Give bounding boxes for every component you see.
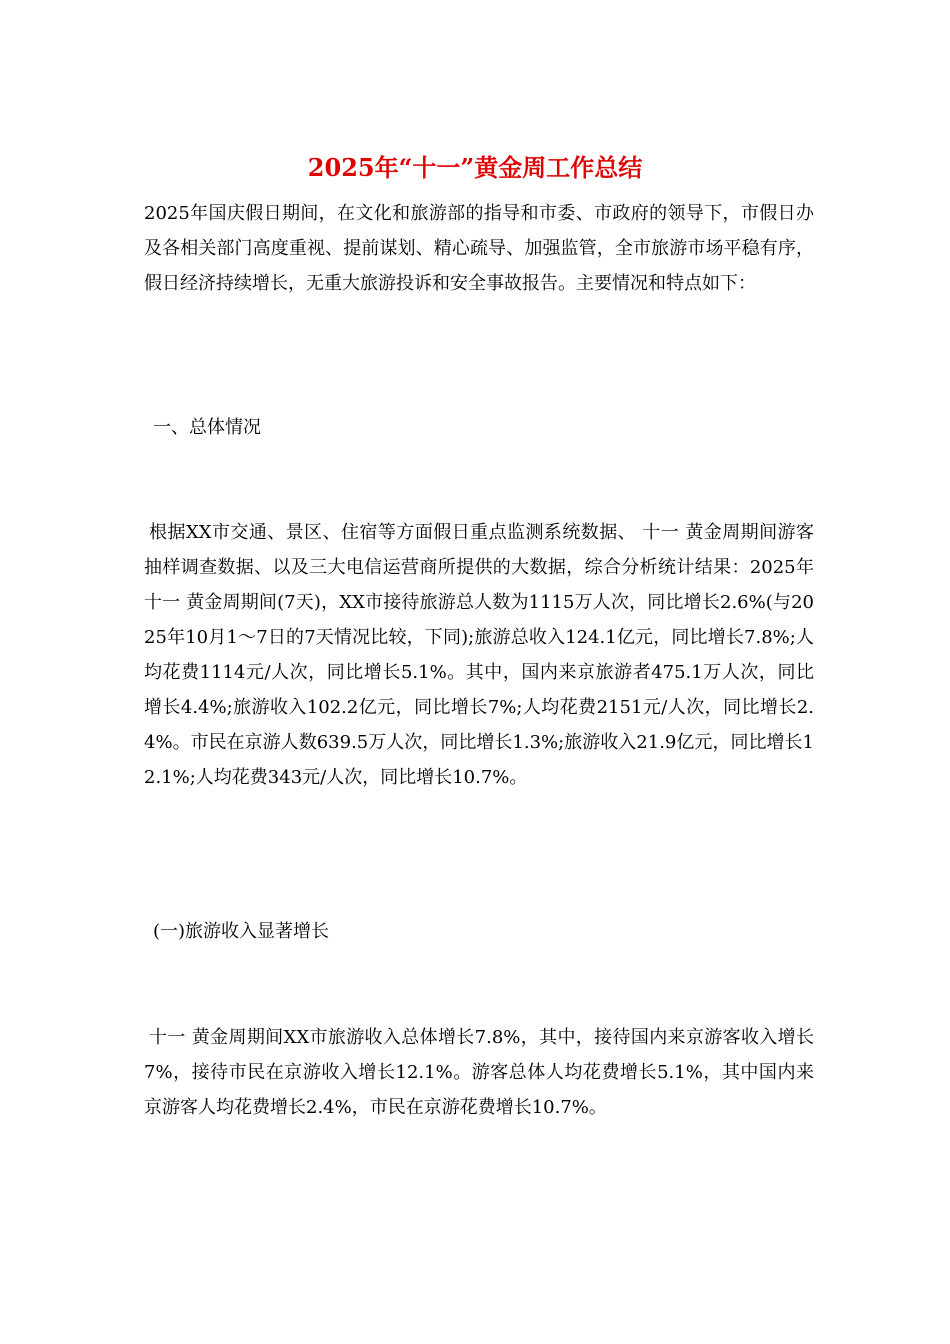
document-title: 2025年“十一”黄金周工作总结 bbox=[307, 153, 643, 182]
revenue-paragraph: 十一 黄金周期间XX市旅游收入总体增长7.8%，其中，接待国内来京游客收入增长7%，接待市民在京游收入增长12.1%。游客总体人均花费增长5.1%，其中国内来京游客人均花费增长2.4%，市民在京游花费增长10.7%。 bbox=[144, 1027, 814, 1118]
subsection-heading-revenue: (一)旅游收入显著增长 bbox=[153, 921, 330, 942]
overview-paragraph: 根据XX市交通、景区、住宿等方面假日重点监测系统数据、 十一 黄金周期间游客抽样调查数据、以及三大电信运营商所提供的大数据，综合分析统计结果：2025年 十一 黄金周期间(7天)，XX市接待旅游总人数为1115万人次，同比增长2.6%(与2025年10月1～7日的7天情况比较，下同);旅游总收入124.1亿元，同比增长7.8%;人均花费1114元/人次，同比增长5.1%。其中，国内来京旅游者475.1万人次，同比增长4.4%;旅游收入102.2亿元，同比增长7%;人均花费2151元/人次，同比增长2.4%。市民在京游人数639.5万人次，同比增长1.3%;旅游收入21.9亿元，同比增长12.1%;人均花费343元/人次，同比增长10.7%。 bbox=[144, 522, 814, 788]
intro-paragraph: 2025年国庆假日期间，在文化和旅游部的指导和市委、市政府的领导下，市假日办及各相关部门高度重视、提前谋划、精心疏导、加强监管，全市旅游市场平稳有序，假日经济持续增长，无重大旅游投诉和安全事故报告。主要情况和特点如下： bbox=[144, 203, 814, 294]
section-heading-overview: 一、总体情况 bbox=[153, 417, 261, 438]
